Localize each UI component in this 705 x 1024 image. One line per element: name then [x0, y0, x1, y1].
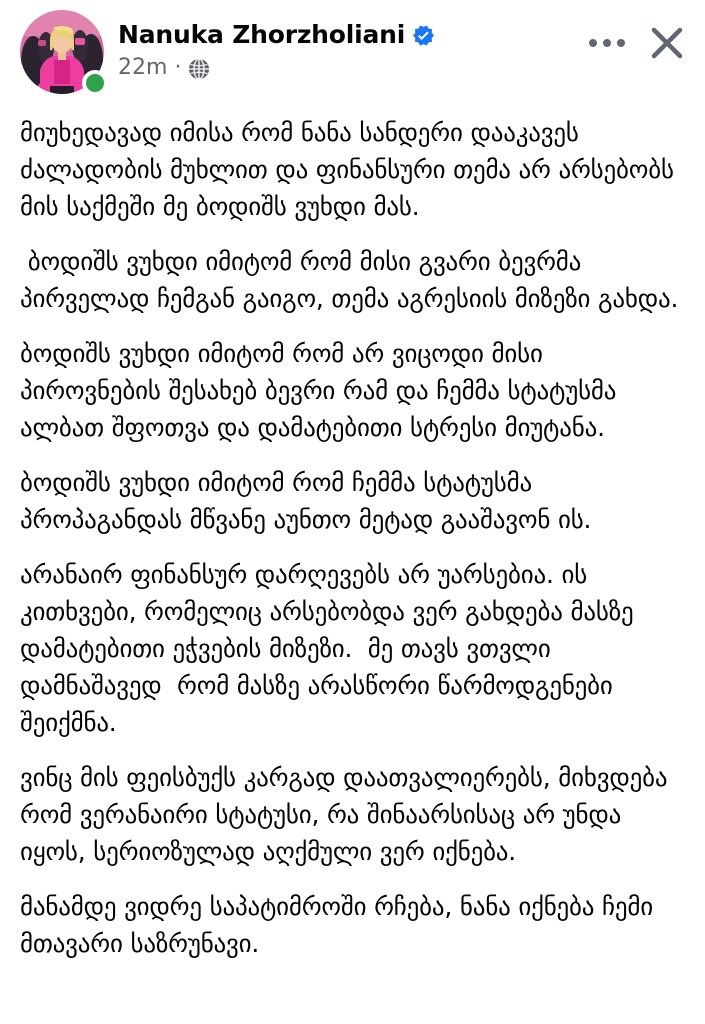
header-text	[118, 10, 585, 80]
post-paragraph: მანამდე ვიდრე საპატიმროში რჩება, ნანა იქნება ჩემი მთავარი საზრუნავი.	[20, 892, 661, 958]
online-status-dot	[82, 70, 108, 96]
post-paragraph: ბოდიშს ვუხდი იმიტომ რომ მისი გვარი ბევრმა პირველად ჩემგან გაიგო, თემა აგრესიის მიზეზი გახდა.	[20, 247, 679, 313]
verified-badge-icon	[412, 24, 435, 47]
ellipsis-more-icon	[587, 37, 627, 52]
post-meta	[118, 55, 585, 80]
close-x-icon	[649, 25, 685, 64]
avatar[interactable]	[20, 10, 104, 94]
post-paragraph: ვინც მის ფეისბუქს კარგად დაათვალიერებს, მიხვდება რომ ვერანაირი სტატუსი, რა შინაარსისაც არ უნდა იყოს, სერიოზულად აღქმული ვერ იქნება.	[20, 763, 676, 866]
close-button[interactable]	[645, 22, 689, 66]
post-paragraph: არანაირ ფინანსურ დარღევებს არ უარსებია. ის კითხვები, რომელიც არსებობდა ვერ გახდება მასზე დამატებითი ეჭვების მიზეზი. მე თავს ვთვლი დამნაშავედ რომ მასზე არასწორი წარმოდგენები შეიქმნა.	[20, 560, 642, 737]
more-options-button[interactable]	[585, 22, 629, 66]
meta-separator: ·	[174, 55, 182, 80]
post-header	[0, 0, 705, 94]
post-paragraph: ბოდიშს ვუხდი იმიტომ რომ არ ვიცოდი მისი პიროვნების შესახებ ბევრი რამ და ჩემმა სტატუსმა ალბათ შფოთვა და დამატებითი სტრესი მიუტანა.	[20, 339, 625, 442]
globe-public-icon	[188, 58, 210, 80]
author-name[interactable]: Nanuka Zhorzholiani	[118, 20, 406, 49]
header-actions	[585, 10, 689, 66]
post-body	[0, 94, 705, 962]
timestamp[interactable]: 22m	[118, 55, 168, 80]
post-paragraph: მიუხედავად იმისა რომ ნანა სანდერი დააკავეს ძალადობის მუხლით და ფინანსური თემა არ არსებობს მის საქმეში მე ბოდიშს ვუხდი მას.	[20, 118, 682, 221]
post-paragraph: ბოდიშს ვუხდი იმიტომ რომ ჩემმა სტატუსმა პროპაგანდას მწვანე აუნთო მეტად გააშავონ ის.	[20, 468, 592, 534]
